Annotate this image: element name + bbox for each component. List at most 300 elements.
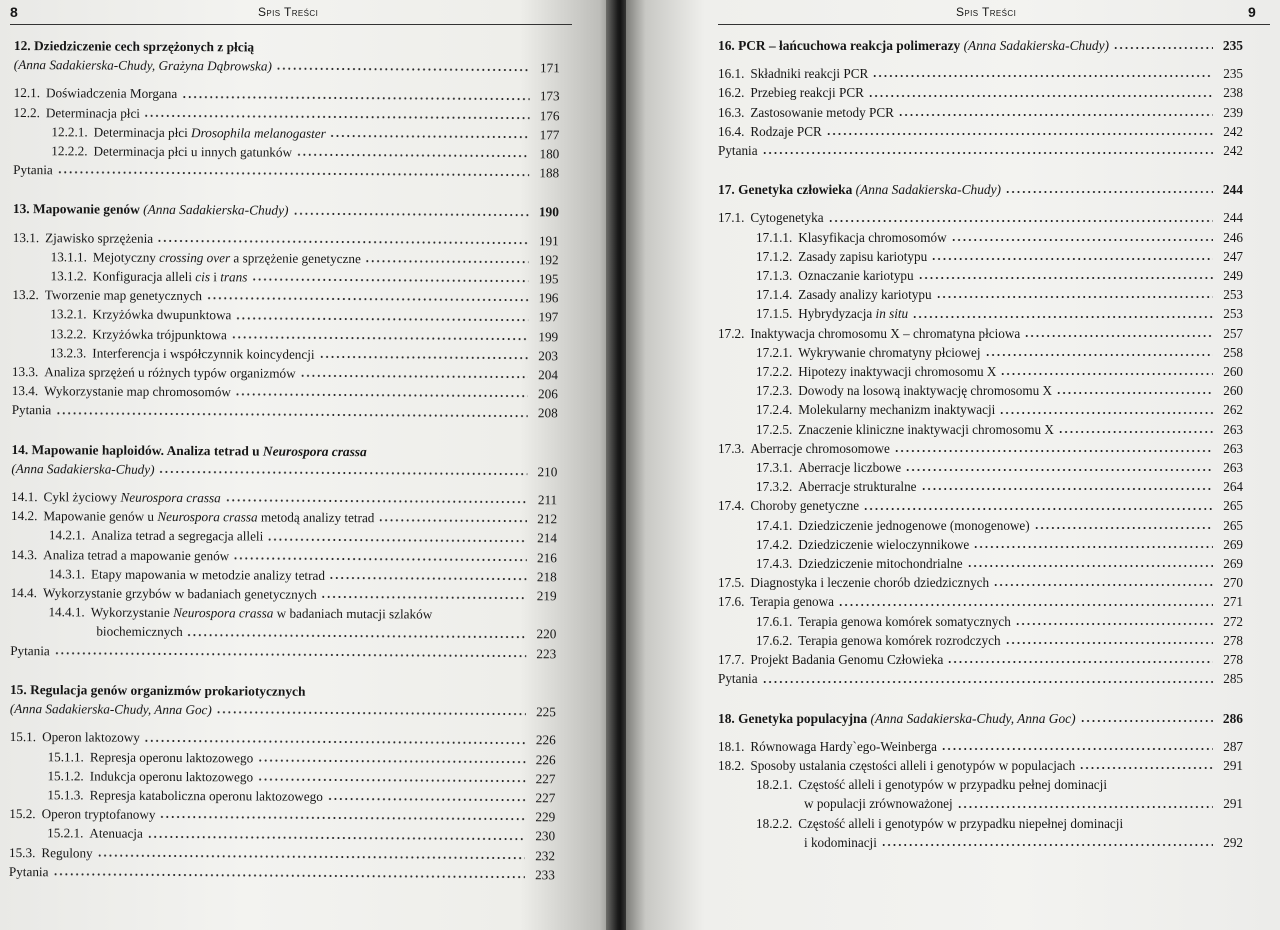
chapter-authors: [11, 459, 557, 482]
entry-title-text: Konfiguracja alleli: [92, 268, 196, 285]
entry-title-text: Wykorzystanie grzybów w badaniach genetycznych: [42, 585, 317, 602]
toc-entry: [718, 737, 1243, 756]
entry-title: [92, 324, 227, 344]
entry-title-text: Zjawisko sprzężenia: [45, 229, 154, 246]
questions-entry: [13, 160, 559, 183]
toc-entry: [718, 650, 1243, 669]
entry-title-text: Represja operonu laktozowego: [89, 748, 254, 765]
section-number: 17.3.2.: [756, 479, 793, 495]
section-number: 13.1.: [12, 229, 40, 245]
dot-leader: [144, 737, 526, 745]
dot-leader: [231, 334, 528, 342]
toc-entry: [718, 554, 1243, 573]
dot-leader: [881, 842, 1213, 848]
entry-title-text: Pytania: [8, 863, 49, 879]
entry-title-text: Projekt Badania Genomu Człowieka: [750, 652, 944, 668]
section-number: 16.4.: [718, 123, 745, 139]
page-ref: 235: [1222, 38, 1243, 53]
toc-entry: [12, 381, 558, 404]
section-number: 18.2.2.: [756, 815, 793, 831]
entry-title-italic: Drosophila melanogaster: [191, 124, 326, 141]
entry-title-text: Operon tryptofanowy: [41, 806, 156, 822]
section-number: 17.1.4.: [756, 287, 793, 303]
dot-leader: [894, 448, 1213, 454]
dot-leader: [292, 210, 528, 217]
right-page-number: 9: [1248, 4, 1256, 20]
entry-title-text: Analiza tetrad a mapowanie genów: [43, 546, 230, 563]
entry-title-text: Analiza sprzężeń u różnych typów organizmów: [44, 364, 296, 381]
entry-title-text: Hybrydyzacja: [798, 306, 876, 322]
entry-title-text: Aberracje liczbowe: [798, 460, 902, 476]
entry-title-text: Atenuacja: [89, 825, 143, 842]
entry-title-text: 16. PCR – łańcuchowa reakcja polimerazy: [718, 38, 964, 53]
entry-title: [96, 622, 183, 642]
page-ref: 227: [535, 770, 556, 787]
page-ref: 238: [1223, 85, 1243, 101]
entry-title-text: Regulony: [41, 844, 93, 861]
entry-title: [798, 612, 1011, 631]
page-ref: 258: [1223, 344, 1243, 360]
entry-title: [44, 381, 231, 401]
dot-leader: [1024, 333, 1213, 339]
entry-title-text: Analiza tetrad a segregacja alleli: [91, 527, 264, 545]
page-ref: 177: [539, 127, 560, 143]
page-ref: 292: [1223, 834, 1243, 850]
entry-title: [804, 833, 877, 852]
chapter-heading: [718, 180, 1243, 199]
questions-entry: [10, 641, 556, 664]
dot-leader: [957, 804, 1213, 810]
page-ref: 260: [1223, 383, 1243, 399]
dot-leader: [912, 314, 1213, 320]
toc-entry: [718, 516, 1243, 535]
entry-title: [750, 592, 834, 611]
chapter-heading: [718, 36, 1243, 55]
entry-title: [750, 650, 943, 669]
entry-title-text: Klasyfikacja chromosomów: [798, 229, 947, 245]
entry-title: [798, 814, 1123, 833]
questions-entry: [9, 862, 555, 885]
page-ref: 253: [1223, 287, 1243, 303]
entry-title: [43, 583, 317, 604]
toc-entry: [718, 477, 1243, 496]
left-page-header: [0, 4, 612, 26]
entry-title: [44, 362, 295, 383]
section-number: 17.4.: [718, 498, 745, 514]
entry-title-text: Sposoby ustalania częstości alleli i genotypów w populacjach: [750, 757, 1076, 773]
entry-title: [89, 824, 143, 844]
dot-leader: [216, 710, 526, 718]
page-ref: 199: [538, 328, 559, 344]
entry-title-text: Pytania: [718, 143, 758, 159]
entry-title-text: w populacji zrównoważonej: [804, 796, 953, 812]
dot-leader: [828, 218, 1213, 224]
section-number: 15.1.1.: [47, 748, 84, 764]
page-ref: 265: [1223, 498, 1243, 514]
entry-title-text: Dziedziczenie jednogenowe (monogenowe): [798, 517, 1030, 533]
entry-title-text: Doświadczenia Morgana: [45, 85, 178, 102]
section-number: 18.1.: [718, 738, 745, 754]
entry-title: [46, 84, 177, 104]
section-number: 17.2.: [718, 325, 745, 341]
entry-title-text: (Anna Sadakierska-Chudy): [11, 460, 155, 477]
entry-title: [14, 55, 272, 76]
toc-entry: [718, 535, 1243, 554]
dot-leader: [898, 112, 1213, 118]
section-number: 13.2.2.: [50, 325, 87, 342]
dot-leader: [181, 94, 529, 102]
dot-leader: [918, 275, 1213, 281]
section-number: 15.1.3.: [47, 787, 84, 803]
right-header-rule: [718, 24, 1270, 25]
dot-leader: [52, 871, 524, 880]
page-ref: 214: [537, 530, 557, 546]
entry-title: [10, 641, 50, 660]
entry-title: [798, 400, 995, 419]
page-ref: 188: [539, 165, 560, 181]
entry-title: [90, 747, 253, 767]
entry-title: [13, 160, 53, 179]
page-ref: 286: [1222, 710, 1243, 726]
entry-title: [46, 103, 140, 123]
entry-title: [798, 266, 913, 285]
section-number: 14.1.: [11, 489, 38, 505]
dot-leader: [225, 498, 527, 506]
entry-title-text: 12. Dziedziczenie cech sprzężonych z płcią: [13, 37, 255, 55]
dot-leader: [1079, 765, 1213, 771]
entry-title-text: Aberracje strukturalne: [798, 479, 917, 495]
dot-leader: [233, 555, 527, 563]
entry-title-text: Dziedziczenie wieloczynnikowe: [798, 536, 970, 552]
page-ref: 291: [1223, 757, 1243, 773]
page-ref: 278: [1223, 652, 1243, 668]
dot-leader: [985, 352, 1213, 358]
dot-leader: [329, 575, 527, 582]
dot-leader: [905, 467, 1213, 473]
entry-title: [750, 64, 868, 83]
entry-title-text: 15. Regulacja genów organizmów prokariotycznych: [9, 681, 306, 699]
entry-title-text: Zasady analizy kariotypu: [798, 287, 932, 303]
section-number: 17.1.2.: [756, 248, 793, 264]
section-number: 16.1.: [718, 66, 745, 82]
entry-title-text: (Anna Sadakierska-Chudy, Grażyna Dąbrowska): [13, 57, 272, 74]
dot-leader: [999, 410, 1213, 416]
entry-title-text: Wykorzystanie map chromosomów: [44, 383, 231, 400]
page-ref: 229: [535, 809, 556, 825]
entry-title-text: Interferencja i współczynnik koincydencji: [92, 345, 315, 362]
page-ref: 244: [1223, 210, 1243, 226]
dot-leader: [921, 486, 1213, 492]
entry-title: [798, 554, 962, 573]
entry-title: [750, 737, 937, 756]
section-number: 18.2.: [718, 757, 745, 773]
entry-title: [798, 228, 946, 247]
dot-leader: [762, 150, 1213, 156]
entry-title-text: i kodominacji: [804, 834, 877, 850]
toc-entry: [718, 266, 1243, 285]
entry-title-text: Krzyżówka dwupunktowa: [92, 306, 232, 323]
entry-title: [798, 477, 916, 496]
entry-title: [750, 208, 823, 227]
dot-leader: [319, 354, 528, 361]
dot-leader: [941, 746, 1213, 752]
entry-title-text: Mapowanie genów u: [43, 508, 158, 525]
dot-leader: [872, 73, 1213, 79]
chapter-authors: [14, 55, 560, 78]
entry-title-text: 18. Genetyka populacyjna: [718, 710, 871, 726]
page-ref: 253: [1223, 306, 1243, 322]
section-number: 17.2.1.: [756, 344, 793, 360]
entry-title: [44, 487, 221, 507]
section-number: 14.3.: [10, 546, 38, 562]
right-page: [626, 0, 1280, 930]
section-number: 17.1.3.: [756, 268, 793, 284]
chapter-authors: (Anna Sadakierska-Chudy): [963, 38, 1109, 53]
page-ref: 192: [538, 252, 559, 268]
dot-leader: [257, 757, 525, 765]
page-ref: 247: [1223, 248, 1243, 264]
entry-title: [798, 285, 931, 304]
entry-title: [718, 141, 758, 160]
toc-entry: [718, 612, 1243, 631]
entry-title: [798, 304, 908, 323]
entry-title-text: Indukcja operonu laktozowego: [89, 768, 254, 785]
page-ref: 195: [538, 271, 559, 287]
entry-title-text: Diagnostyka i leczenie chorób dziedzicznych: [750, 575, 990, 591]
page-ref: 257: [1223, 325, 1243, 341]
entry-title-text: Składniki reakcji PCR: [750, 66, 869, 82]
entry-title: [798, 631, 1000, 650]
entry-title-text: Pytania: [718, 671, 758, 687]
entry-title: [718, 709, 1076, 728]
entry-title-text: Częstość alleli i genotypów w przypadku pełnej dominacji: [798, 777, 1107, 793]
page-ref: 246: [1223, 229, 1243, 245]
entry-title-italic: crossing over: [159, 249, 231, 266]
dot-leader: [1000, 371, 1213, 377]
chapter-heading: [718, 709, 1243, 728]
dot-leader: [1034, 525, 1213, 531]
page-ref: 260: [1223, 364, 1243, 380]
dot-leader: [1005, 640, 1213, 646]
page-ref: 239: [1223, 104, 1243, 120]
entry-title-text: Znaczenie kliniczne inaktywacji chromosomu X: [798, 421, 1054, 437]
entry-title: [750, 496, 859, 515]
section-number: 17.2.4.: [756, 402, 793, 418]
page-ref: 271: [1223, 594, 1243, 610]
chapter-authors: (Anna Sadakierska-Chudy, Anna Goc): [870, 710, 1076, 726]
entry-title: [750, 324, 1020, 343]
section-number: 15.2.: [9, 806, 36, 822]
section-number: 14.4.: [10, 585, 38, 601]
toc-entry: [718, 103, 1243, 122]
page-ref: 208: [537, 405, 558, 421]
section-number: 12.2.1.: [51, 124, 88, 140]
page-ref: 263: [1223, 460, 1243, 476]
section-number: 17.2.2.: [756, 364, 793, 380]
toc-entry: [718, 756, 1243, 775]
entry-title-text: Rodzaje PCR: [750, 123, 822, 139]
toc-entry: [718, 833, 1243, 852]
toc-entry: [718, 64, 1243, 83]
page-ref: 216: [536, 549, 557, 565]
section-number: 14.2.: [11, 508, 38, 524]
entry-title-text: Represja kataboliczna operonu laktozowego: [89, 787, 323, 804]
page-ref: 242: [1223, 143, 1243, 159]
page-ref: 272: [1223, 613, 1243, 629]
entry-title: [750, 756, 1075, 775]
entry-title: [718, 36, 1109, 55]
page-ref: 219: [536, 588, 557, 604]
page-ref: 191: [538, 232, 559, 248]
section-number: 17.1.5.: [756, 306, 793, 322]
section-number: 15.3.: [8, 844, 36, 860]
entry-title-text: Determinacja płci u innych gatunków: [93, 143, 293, 160]
entry-title-text: Inaktywacja chromosomu X – chromatyna płciowa: [750, 325, 1021, 341]
dot-leader: [187, 632, 527, 640]
entry-title-text: Choroby genetyczne: [750, 498, 860, 514]
page-ref: 232: [535, 847, 556, 863]
page-ref: 235: [1223, 66, 1243, 82]
dot-leader: [267, 536, 527, 544]
entry-title: [94, 122, 326, 143]
left-running-title: Spis Treści: [258, 5, 319, 19]
left-header-rule: [10, 24, 572, 25]
chapter-heading: [13, 199, 559, 222]
entry-title: [45, 285, 202, 305]
section-number: 16.2.: [718, 85, 745, 101]
dot-leader: [97, 852, 525, 861]
dot-leader: [235, 315, 528, 323]
section-number: 14.4.1.: [48, 604, 85, 620]
dot-leader: [936, 294, 1213, 300]
entry-title-text: Dziedziczenie mitochondrialne: [798, 556, 963, 572]
toc-entry: [718, 631, 1243, 650]
entry-title: [750, 439, 890, 458]
entry-title: [93, 305, 232, 325]
entry-title: [43, 506, 374, 527]
entry-title-text: biochemicznych: [96, 623, 183, 640]
entry-title: [91, 526, 263, 546]
entry-title-text: Molekularny mechanizm inaktywacji: [798, 402, 996, 418]
entry-title-text: Wykrywanie chromatyny płciowej: [798, 344, 981, 360]
entry-title: [91, 603, 433, 624]
entry-title: [42, 727, 140, 747]
page-ref: 265: [1223, 517, 1243, 533]
entry-title: [750, 83, 864, 102]
entry-title-text: 13. Mapowanie genów: [12, 201, 144, 218]
dot-leader: [235, 392, 528, 400]
page-ref: 211: [537, 492, 558, 508]
dot-leader: [251, 277, 528, 285]
toc-entry: [718, 304, 1243, 323]
page-ref: 227: [535, 790, 556, 806]
section-number: 17.2.3.: [756, 383, 793, 399]
toc-entry: [718, 775, 1243, 794]
section-number: 18.2.1.: [756, 777, 793, 793]
questions-entry: [718, 669, 1243, 688]
toc-entry: [718, 439, 1243, 458]
dot-leader: [206, 296, 528, 304]
toc-entry: [718, 458, 1243, 477]
left-page-number: 8: [10, 4, 18, 20]
dot-leader: [159, 814, 525, 822]
entry-title-text: Pytania: [11, 402, 52, 418]
page-ref: 262: [1223, 402, 1243, 418]
page-ref: 196: [538, 290, 559, 306]
toc-entry: [718, 573, 1243, 592]
section-number: 17.4.2.: [756, 536, 793, 552]
entry-title: [94, 142, 293, 162]
entry-title-italic: Neurospora crassa: [173, 605, 274, 621]
dot-leader: [147, 833, 525, 841]
dot-leader: [257, 776, 525, 784]
page-ref: 225: [536, 704, 556, 720]
toc-entry: [718, 496, 1243, 515]
entry-title-text: Pytania: [13, 162, 53, 178]
section-number: 13.1.1.: [50, 249, 87, 265]
entry-title: [10, 680, 306, 701]
entry-title-text: Oznaczanie kariotypu: [798, 268, 914, 284]
toc-entry: [718, 324, 1243, 343]
dot-leader: [296, 152, 529, 159]
entry-title: [43, 545, 229, 565]
page-ref: 212: [537, 511, 558, 527]
page-ref: 173: [539, 88, 560, 104]
entry-title: [93, 247, 361, 268]
section-number: 14.3.1.: [48, 566, 86, 582]
section-number: 17.3.: [718, 440, 745, 456]
dot-leader: [1080, 718, 1213, 724]
entry-title: [13, 199, 289, 220]
entry-title-text: Terapia genowa: [750, 594, 835, 610]
page-ref: 190: [538, 204, 559, 220]
entry-title-text: Przebieg reakcji PCR: [750, 85, 864, 101]
page-ref: 285: [1223, 671, 1243, 687]
toc-entry: [10, 602, 556, 625]
dot-leader: [55, 410, 527, 419]
section-number: 17.3.1.: [756, 460, 793, 476]
toc-entry: [718, 83, 1243, 102]
entry-title: [798, 458, 901, 477]
section-number: 12.1.: [13, 85, 41, 101]
section-number: 15.2.1.: [47, 825, 84, 841]
toc-entry: [718, 343, 1243, 362]
right-page-header: [626, 4, 1280, 26]
entry-title-text: (Anna Sadakierska-Chudy, Anna Goc): [9, 701, 212, 718]
entry-title: [798, 343, 980, 362]
entry-title: [750, 122, 821, 141]
left-page: [0, 0, 612, 930]
dot-leader: [300, 373, 528, 380]
page-ref: 263: [1223, 421, 1243, 437]
section-number: 17.6.: [718, 594, 745, 610]
chapter-authors: (Anna Sadakierska-Chudy): [143, 202, 289, 219]
entry-title-text: Cykl życiowy: [43, 489, 121, 505]
dot-leader: [330, 133, 530, 140]
entry-title-italic: in situ: [875, 306, 909, 322]
section-number: 14.2.1.: [48, 527, 86, 543]
page-ref: 291: [1223, 796, 1243, 812]
toc-entry: [718, 208, 1243, 227]
toc-entry: [718, 285, 1243, 304]
entry-title: [804, 794, 953, 813]
dot-leader: [365, 258, 529, 265]
toc-entry: [718, 794, 1243, 813]
section-number: 17.7.: [718, 652, 745, 668]
entry-title: [798, 381, 1052, 400]
section-number: 13.2.1.: [50, 306, 87, 322]
dot-leader: [868, 93, 1213, 99]
